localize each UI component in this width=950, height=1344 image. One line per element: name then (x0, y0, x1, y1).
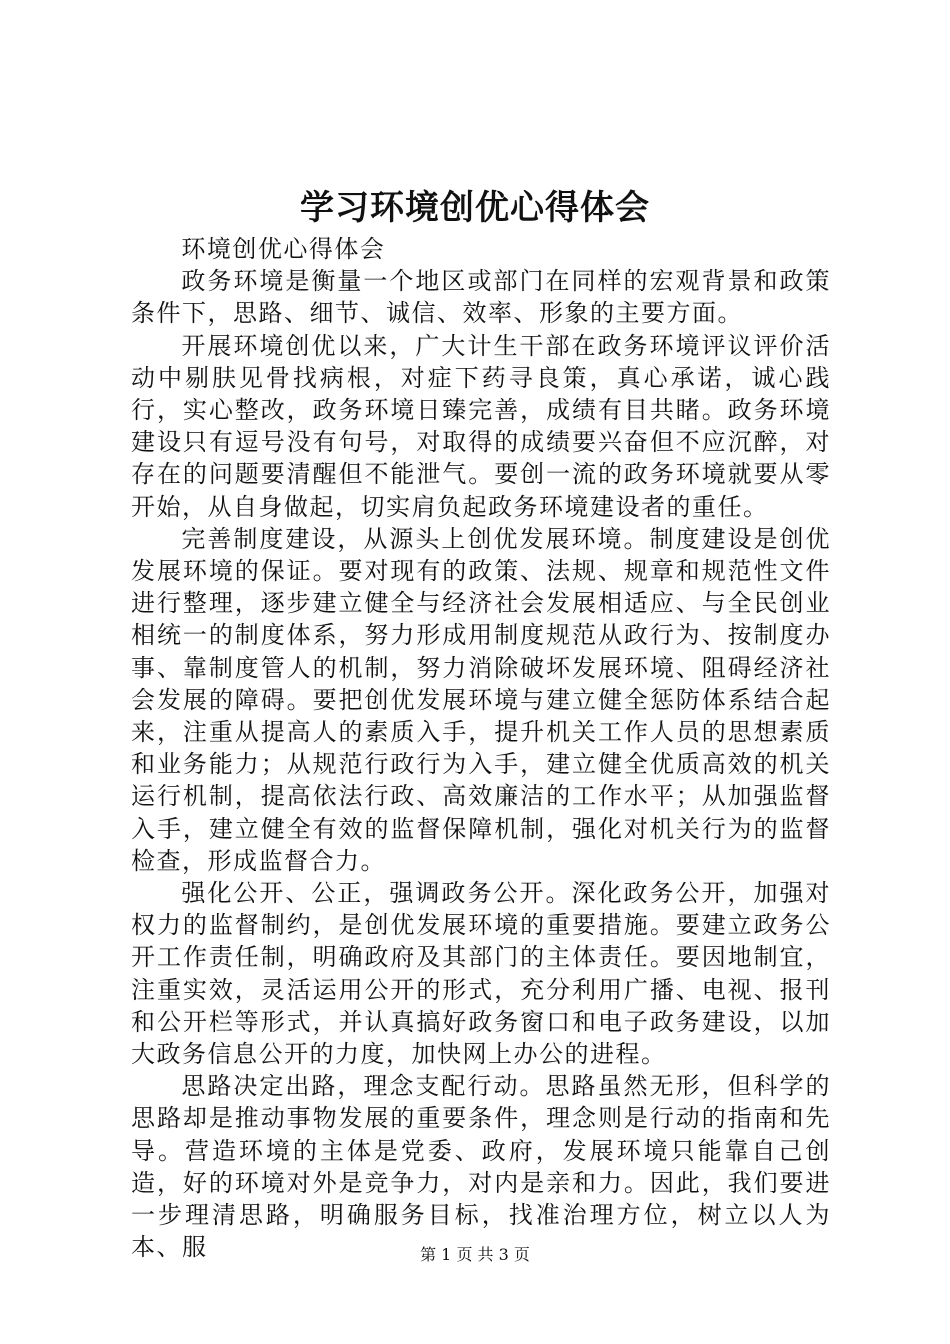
paragraph: 政务环境是衡量一个地区或部门在同样的宏观背景和政策条件下，思路、细节、诚信、效率、形象的主要方面。 (131, 267, 831, 328)
paragraph: 强化公开、公正，强调政务公开。深化政务公开，加强对权力的监督制约，是创优发展环境的重要措施。要建立政务公开工作责任制，明确政府及其部门的主体责任。要因地制宜，注重实效，灵活运用公开的形式，充分利用广播、电视、报刊和公开栏等形式，并认真搞好政务窗口和电子政务建设，以加大政务信息公开的力度，加快网上办公的进程。 (131, 879, 831, 1069)
document-body (131, 233, 831, 1264)
paragraph: 思路决定出路，理念支配行动。思路虽然无形，但科学的思路却是推动事物发展的重要条件，理念则是行动的指南和先导。营造环境的主体是党委、政府，发展环境只能靠自己创造，好的环境对外是竞争力，对内是亲和力。因此，我们要进一步理清思路，明确服务目标，找准治理方位，树立以人为本、服 (131, 1072, 831, 1262)
paragraph: 完善制度建设，从源头上创优发展环境。制度建设是创优发展环境的保证。要对现有的政策、法规、规章和规范性文件进行整理，逐步建立健全与经济社会发展相适应、与全民创业相统一的制度体系，努力形成用制度规范从政行为、按制度办事、靠制度管人的机制，努力消除破坏发展环境、阻碍经济社会发展的障碍。要把创优发展环境与建立健全惩防体系结合起来，注重从提高人的素质入手，提升机关工作人员的思想素质和业务能力；从规范行政行为入手，建立健全优质高效的机关运行机制，提高依法行政、高效廉洁的工作水平；从加强监督入手，建立健全有效的监督保障机制，强化对机关行为的监督检查，形成监督合力。 (131, 524, 831, 875)
paragraph-subtitle: 环境创优心得体会 (181, 235, 386, 263)
document-title: 学习环境创优心得体会 (300, 188, 650, 228)
page-number-footer: 第 1 页 共 3 页 (420, 1245, 530, 1264)
paragraph: 开展环境创优以来，广大计生干部在政务环境评议评价活动中剔肤见骨找病根，对症下药寻良策，真心承诺，诚心践行，实心整改，政务环境日臻完善，成绩有目共睹。政务环境建设只有逗号没有句号，对取得的成绩要兴奋但不应沉醉，对存在的问题要清醒但不能泄气。要创一流的政务环境就要从零开始，从自身做起，切实肩负起政务环境建设者的重任。 (131, 331, 831, 521)
